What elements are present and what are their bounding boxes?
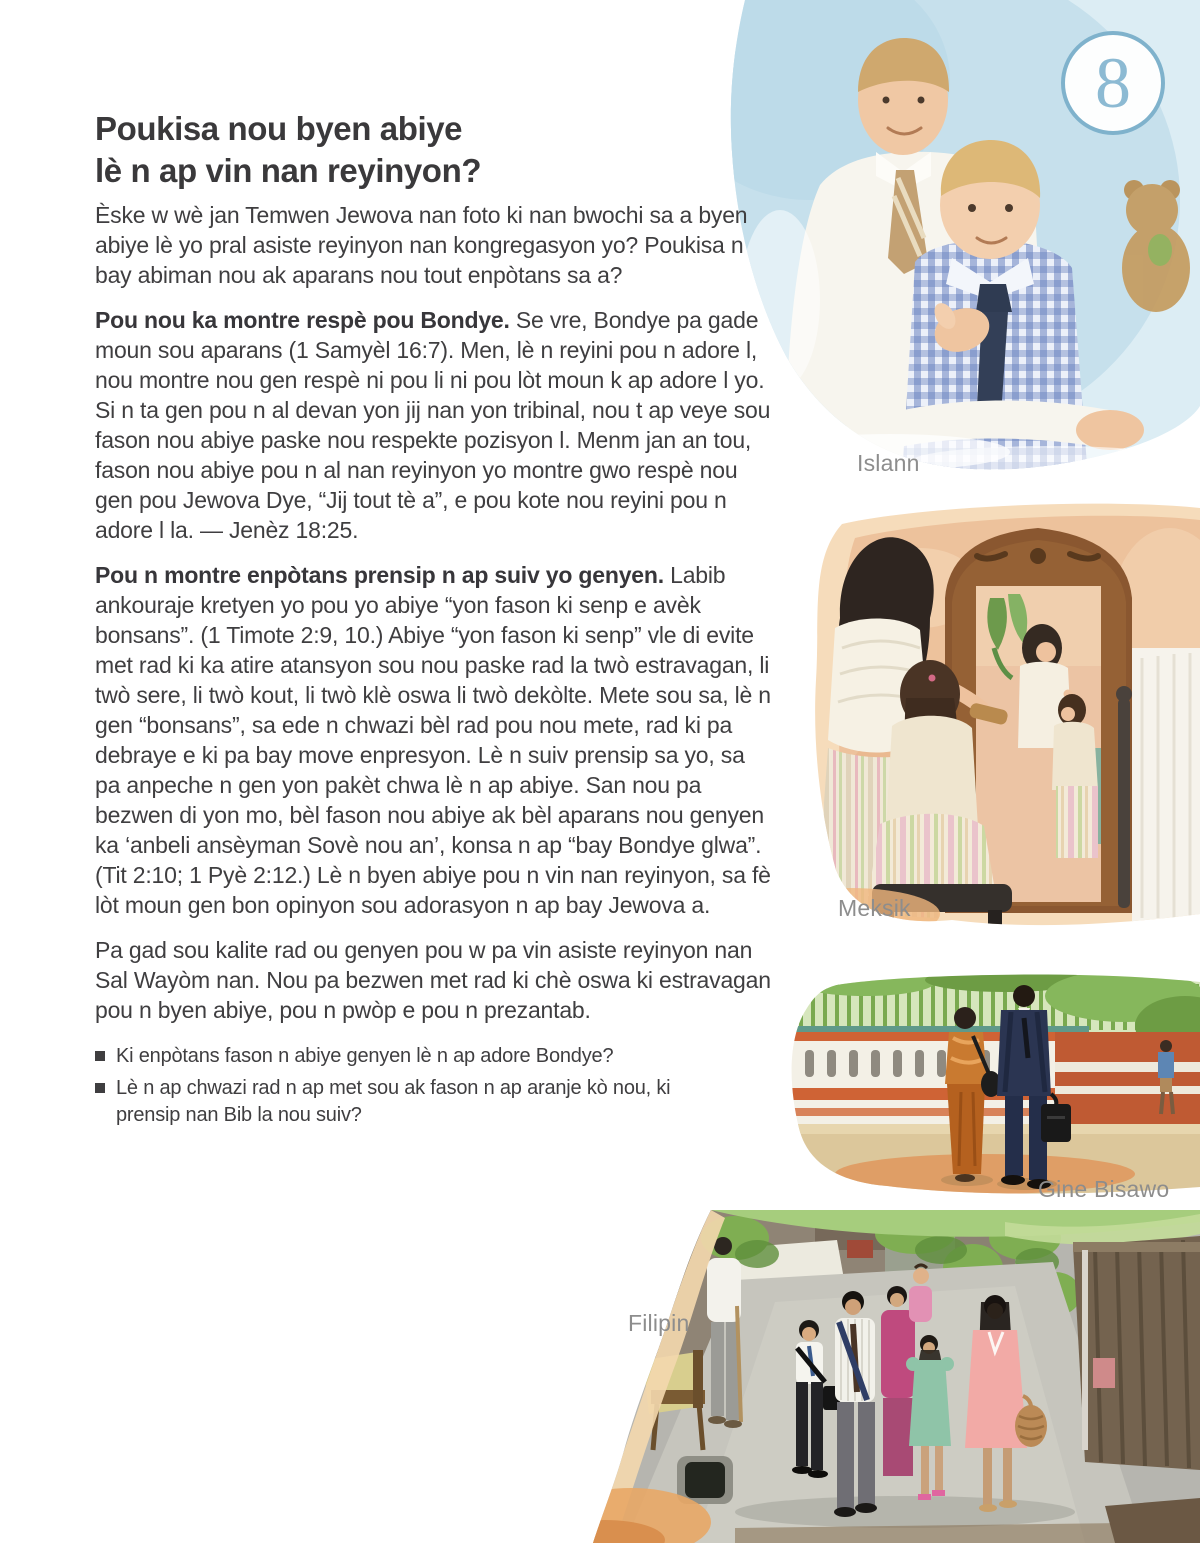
review-questions [95,1043,771,1129]
intro-paragraph: Èske w wè jan Temwen Jewova nan foto ki nan bwochi sa a byen abiye lè yo pral asiste reyinyon nan kongregasyon yo? Poukisa n bay abiman nou ak aparans nou tout enpòtans sa a? [95,202,748,288]
question-text: Ki enpòtans fason n abiye genyen lè n ap adore Bondye? [116,1045,614,1067]
photo-filipin-illustration [585,1210,1200,1543]
section-lead-1: Pou nou ka montre respè pou Bondye. [95,307,510,333]
title-line-1: Poukisa nou byen abiye [95,110,463,148]
section-body-2: Labib ankouraje kretyen yo pou yo abiye “yon fason ki senp e avèk bonsans”. (1 Timote 2:9, 10.) Abiye “yon fason ki senp” vle di evite met rad ki ka atire atansyon sou nou paske rad la twò estravagan, li twò sere, li twò kout, li twò klè oswa li twò dekòlte. Mete sou sa, lè n gen “bonsans”, sa ede n chwazi bèl rad pou nou mete, rad ki pa debraye e ki pa bay move enpresyon. Lè n suiv prensip sa yo, sa pa anpeche n gen yon pakèt chwa lè n ap abiye. San nou pa bezwen di yon mo, bèl fason nou abiye ak bèl aparans nou genyen ka ‘anbeli ansèyman Sovè nou an’, konsa n ap “bay Bondye glwa”. (Tit 2:10; 1 Pyè 2:12.) Lè n byen abiye pou n vin nan reyinyon, sa fè lòt moun gen bon opinyon sou adorasyon n ap bay Jewova a. [95,562,771,918]
photo-gine-bisawo [775,966,1200,1207]
page-title [95,108,481,192]
photo-filipin [585,1210,1200,1543]
section-body-1: Se vre, Bondye pa gade moun sou aparans (1 Samyèl 16:7). Men, lè n reyini pou n adore l, nou montre nou gen respè ni pou li ni pou lòt moun k ap adore l yo. Si n ta gen pou n al devan yon jij nan yon tribinal, nou t ap veye sou fason nou abiye paske nou respekte pozisyon l. Menm jan an tou, fason nou abiye pou n al nan reyinyon yo montre gwo respè nou gen pou Jewova Dye, “Jij tout tè a”, e pou kote nou reyini pou n adore l la. — Jenèz 18:25. [95,307,771,543]
article-body [95,200,771,1134]
question-item [95,1075,720,1129]
page-number-badge [1061,31,1165,135]
caption-filipin: Filipin [628,1310,690,1336]
photo-meksik-illustration [780,498,1200,930]
bullet-square-icon [95,1051,105,1061]
photo-meksik [780,498,1200,935]
section-paragraph-1 [95,305,771,545]
section-lead-2: Pou n montre enpòtans prensip n ap suiv yo genyen. [95,562,664,588]
caption-meksik: Meksik [838,895,911,921]
title-line-2: lè n ap vin nan reyinyon? [95,152,482,190]
section-paragraph-2 [95,560,771,920]
page-number: 8 [1095,43,1131,123]
photo-gine-bisawo-illustration [775,966,1200,1202]
bullet-square-icon [95,1083,105,1093]
question-text: Lè n ap chwazi rad n ap met sou ak fason n ap aranje kò nou, ki prensip nan Bib la nou suiv? [116,1077,671,1126]
closing-paragraph: Pa gad sou kalite rad ou genyen pou w pa vin asiste reyinyon nan Sal Wayòm nan. Nou pa bezwen met rad ki chè oswa ki estravagan pou n byen abiye, pou n pwòp e pou n prezantab. [95,937,771,1023]
caption-islann: Islann [857,450,920,476]
caption-gine-bisawo: Gine Bisawo [1038,1176,1170,1202]
question-item [95,1043,720,1070]
